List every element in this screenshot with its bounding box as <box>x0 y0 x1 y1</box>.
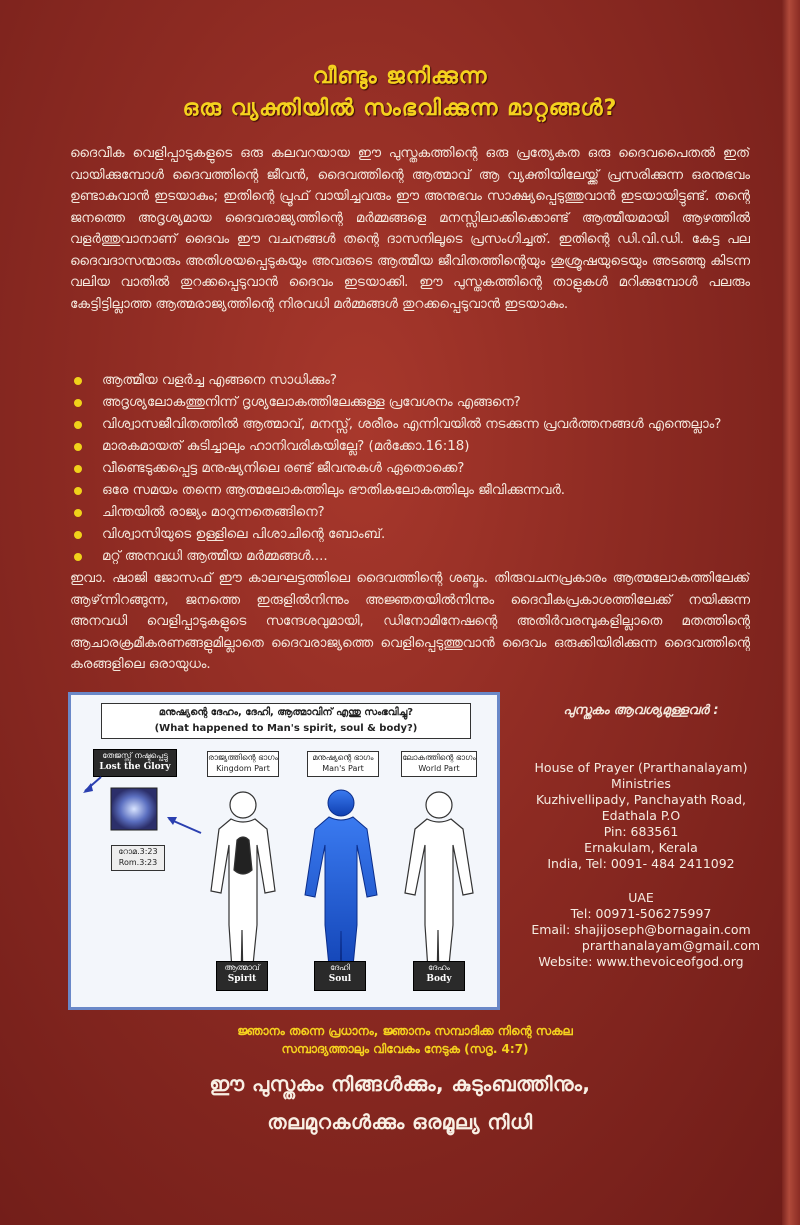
closing-line1: ഈ പുസ്തകം നിങ്ങൾക്കും, കുടുംബത്തിനും, <box>209 1072 591 1096</box>
bullet-item: ആത്മീയ വളർച്ച എങ്ങനെ സാധിക്കും? <box>70 371 750 391</box>
verse-reference: റോമ.3:23 Rom.3:23 <box>111 845 165 871</box>
body-soul-spirit-illustration <box>68 692 500 1010</box>
bullet-item: വിശ്വാസജീവിതത്തിൽ ആത്മാവ്, മനസ്സ്, ശരീരം എന്നിവയിൽ നടക്കുന്ന പ്രവർത്തനങ്ങൾ എന്തെല്ലാം? <box>70 415 750 435</box>
address-line1: Kuzhivellipady, Panchayath Road, <box>535 792 747 807</box>
soul-figure <box>305 790 377 987</box>
cover-title-line1: വീണ്ടും ജനിക്കുന്ന <box>312 64 488 89</box>
org-line1: House of Prayer (Prarthanalayam) <box>534 760 748 775</box>
bullet-item: മാരകമായത് കുടിച്ചാലും ഹാനിവരികയില്ലേ? (മർക്കോ.16:18) <box>70 437 750 457</box>
org-line2: Ministries <box>611 776 671 791</box>
contact-details <box>506 760 776 970</box>
bullet-item: വിശ്വാസിയുടെ ഉള്ളിലെ പിശാചിന്റെ ബോംബ്. <box>70 525 750 545</box>
closing-line2: തലമുറകൾക്കും ഒരമൂല്യ നിധി <box>267 1110 533 1134</box>
body-figure <box>405 792 473 985</box>
bullet-item: ചിന്തയിൽ രാജ്യം മാറുന്നതെങ്ങിനെ? <box>70 503 750 523</box>
email-primary[interactable]: Email: shajijoseph@bornagain.com <box>531 922 751 937</box>
mans-part-label: മനുഷ്യന്റെ ഭാഗം Man's Part <box>307 751 379 777</box>
bullet-dot-icon <box>74 443 82 451</box>
bullet-dot-icon <box>74 487 82 495</box>
bullet-item: മറ്റ് അനവധി ആത്മീയ മർമ്മങ്ങൾ.... <box>70 547 750 567</box>
world-part-label: ലോകത്തിന്റെ ഭാഗം World Part <box>401 751 477 777</box>
bullet-dot-icon <box>74 399 82 407</box>
figure-title: മനുഷ്യന്റെ ദേഹം, ദേഹി, ആത്മാവിന് എന്തു സംഭവിച്ചു? (What happened to Man's spirit, soul & body?) <box>101 703 471 739</box>
spirit-figure <box>211 792 275 985</box>
uae-phone: Tel: 00971-506275997 <box>570 906 712 921</box>
bullet-dot-icon <box>74 421 82 429</box>
bullet-item: വീണ്ടെടുക്കപ്പെട്ട മനുഷ്യനിലെ രണ്ട് ജീവനുകൾ ഏതൊക്കെ? <box>70 459 750 479</box>
bullet-dot-icon <box>74 509 82 517</box>
body-label: ദേഹം Body <box>413 961 465 991</box>
glory-image <box>111 788 157 830</box>
pin-code: Pin: 683561 <box>603 824 679 839</box>
cover-title-line2: ഒരു വ്യക്തിയിൽ സംഭവിക്കുന്ന മാറ്റങ്ങൾ? <box>182 96 618 121</box>
book-spine <box>782 0 800 1225</box>
india-phone: India, Tel: 0091- 484 2411092 <box>547 856 735 871</box>
kingdom-part-label: രാജ്യത്തിന്റെ ഭാഗം Kingdom Part <box>207 751 279 777</box>
feature-bullet-list <box>70 371 750 569</box>
bullet-dot-icon <box>74 377 82 385</box>
bullet-item: അദൃശ്യലോകത്തുനിന്ന് ദൃശ്യലോകത്തിലേക്കുള്ള പ്രവേശനം എങ്ങനെ? <box>70 393 750 413</box>
email-secondary[interactable]: prarthanalayam@gmail.com <box>581 938 761 953</box>
bullet-dot-icon <box>74 465 82 473</box>
website-link[interactable]: Website: www.thevoiceofgod.org <box>538 954 744 969</box>
intro-paragraph: ദൈവീക വെളിപ്പാടുകളുടെ ഒരു കലവറയായ ഈ പുസ്തകത്തിന്റെ ഒരു പ്രത്യേകത ഒരു ദൈവപൈതൽ ഇത് വായിക്കുമ്പോൾ ദൈവത്തിന്റെ ജീവൻ, ദൈവത്തിന്റെ ആത്മാവ് ആ വ്യക്തിയിലേയ്ക്ക് പ്രസരിക്കുന്ന ഒരനുഭവം ഉണ്ടാകുവാൻ ഇടയാകും; ഇതിന്റെ പ്രൂഫ് വായിച്ചവരും ഈ അനുഭവം സാക്ഷ്യപ്പെടുത്തുവാൻ ഇടയായിട്ടുണ്ട്. തന്റെ ജനത്തെ അദൃശ്യമായ ദൈവരാജ്യത്തിന്റെ മർമ്മങ്ങളെ മനസ്സിലാക്കിക്കൊണ്ട് ആത്മീയമായി ആഴത്തിൽ വളർത്തുവാനാണ് ദൈവം ഈ വചനങ്ങൾ തന്റെ ദാസനിലൂടെ പ്രസംഗിച്ചത്. ഇതിന്റെ ഡി.വി.ഡി. കേട്ട പല ദൈവദാസന്മാരും അതിശയപ്പെടുകയും അവരുടെ ആത്മീയ ജീവിതത്തിന്റെയും ശുശ്രൂഷയുടെയും അടഞ്ഞു കിടന്ന വലിയ വാതിൽ തുറക്കപ്പെടുവാൻ ദൈവം ഇടയാക്കി. ഈ പുസ്തകത്തിന്റെ താളുകൾ മറിക്കുമ്പോൾ പലരും കേട്ടിട്ടില്ലാത്ത ആത്മരാജ്യത്തിന്റെ നിരവധി മർമ്മങ്ങൾ തുറക്കപ്പെടുവാൻ ഇടയാകും. <box>70 146 750 312</box>
uae-label: UAE <box>628 890 654 905</box>
soul-label: ദേഹി Soul <box>314 961 366 991</box>
bullet-dot-icon <box>74 531 82 539</box>
bullet-item: ഒരേ സമയം തന്നെ ആത്മലോകത്തിലും ഭൗതികലോകത്തിലും ജീവിക്കുന്നവർ. <box>70 481 750 501</box>
contacts-label: പുസ്തകം ആവശ്യമുള്ളവർ : <box>563 703 719 718</box>
author-paragraph: ഇവാ. ഷാജി ജോസഫ് ഈ കാലഘട്ടത്തിലെ ദൈവത്തിന്റെ ശബ്ദം. തിരുവചനപ്രകാരം ആത്മലോകത്തിലേക്ക് ആഴ്‌ന്നിറങ്ങുന്ന, ജനത്തെ ഇരുളിൽനിന്നും അജ്ഞതയിൽനിന്നും ദൈവീകപ്രകാശത്തിലേക്ക് നയിക്കുന്ന അനവധി വെളിപ്പാടുകളുടെ സന്ദേശവുമായി, ഡിനോമിനേഷന്റെ അതിർവരമ്പുകളില്ലാതെ മതത്തിന്റെ ആചാരക്രമീകരണങ്ങളുമില്ലാതെ ദൈവരാജ്യത്തെ വെളിപ്പെടുത്തുവാൻ ദൈവം ഒരുക്കിയിരിക്കുന്ന ദൈവത്തിന്റെ കരങ്ങളിലെ ഒരായുധം. <box>70 571 750 672</box>
proverb-quote: ജ്ഞാനം തന്നെ പ്രധാനം, ജ്ഞാനം സമ്പാദിക്ക നിന്റെ സകല സമ്പാദ്യത്താലും വിവേകം നേടുക (സദൃ. 4:7) <box>237 1024 573 1056</box>
district: Ernakulam, Kerala <box>584 840 698 855</box>
spirit-label: ആത്മാവ് Spirit <box>216 961 268 991</box>
lost-glory-label: തേജസ്സ് നഷ്ടപ്പെട്ടു Lost the Glory <box>93 749 177 777</box>
bullet-dot-icon <box>74 553 82 561</box>
address-line2: Edathala P.O <box>601 808 681 823</box>
